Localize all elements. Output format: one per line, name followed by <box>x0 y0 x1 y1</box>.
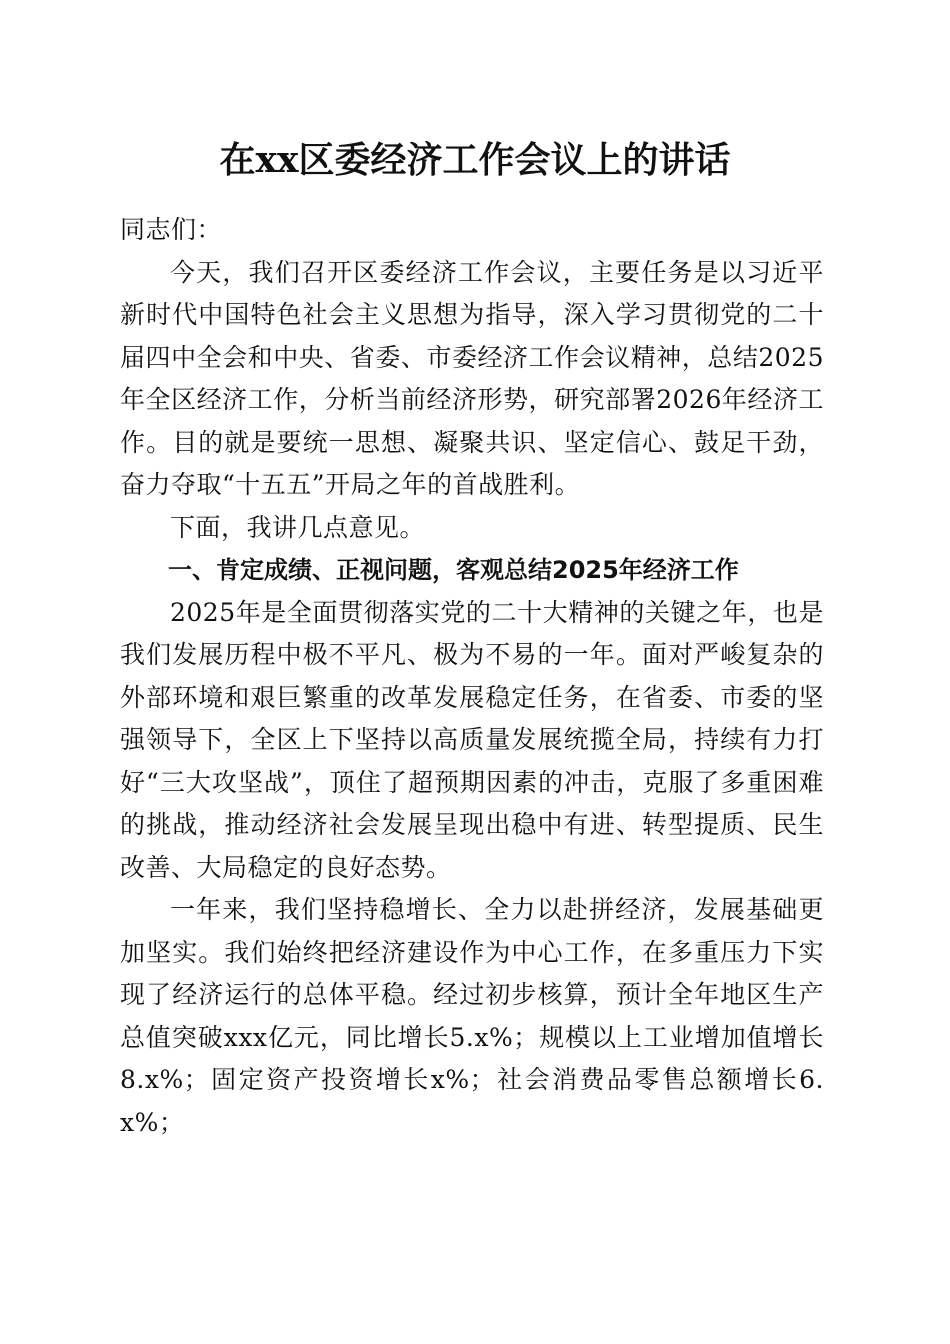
paragraph-transition: 下面，我讲几点意见。 <box>170 512 426 542</box>
document-body <box>120 209 824 1144</box>
section-heading-1: 一、肯定成绩、正视问题，客观总结2025年经济工作 <box>168 556 739 584</box>
salutation: 同志们： <box>120 215 223 244</box>
document-title: 在xx区委经济工作会议上的讲话 <box>219 139 731 181</box>
section1-paragraph-2: 一年来，我们坚持稳增长、全力以赴拼经济，发展基础更加坚实。我们始终把经济建设作为中心工作，在多重压力下实现了经济运行的总体平稳。经过初步核算，预计全年地区生产总值突破xxx亿元，同比增长5.x%；规模以上工业增加值增长8.x%；固定资产投资增长x%；社会消费品零售总额增长6.x%； <box>120 895 824 1137</box>
paragraph-opening: 今天，我们召开区委经济工作会议，主要任务是以习近平新时代中国特色社会主义思想为指导，深入学习贯彻党的二十届四中全会和中央、省委、市委经济工作会议精神，总结2025年全区经济工作，分析当前经济形势，研究部署2026年经济工作。目的就是要统一思想、凝聚共识、坚定信心、鼓足干劲，奋力夺取“十五五”开局之年的首战胜利。 <box>120 257 824 499</box>
section1-paragraph-1: 2025年是全面贯彻落实党的二十大精神的关键之年，也是我们发展历程中极不平凡、极为不易的一年。面对严峻复杂的外部环境和艰巨繁重的改革发展稳定任务，在省委、市委的坚强领导下，全区上下坚持以高质量发展统揽全局，持续有力打好“三大攻坚战”，顶住了超预期因素的冲击，克服了多重困难的挑战，推动经济社会发展呈现出稳中有进、转型提质、民生改善、大局稳定的良好态势。 <box>120 597 824 882</box>
